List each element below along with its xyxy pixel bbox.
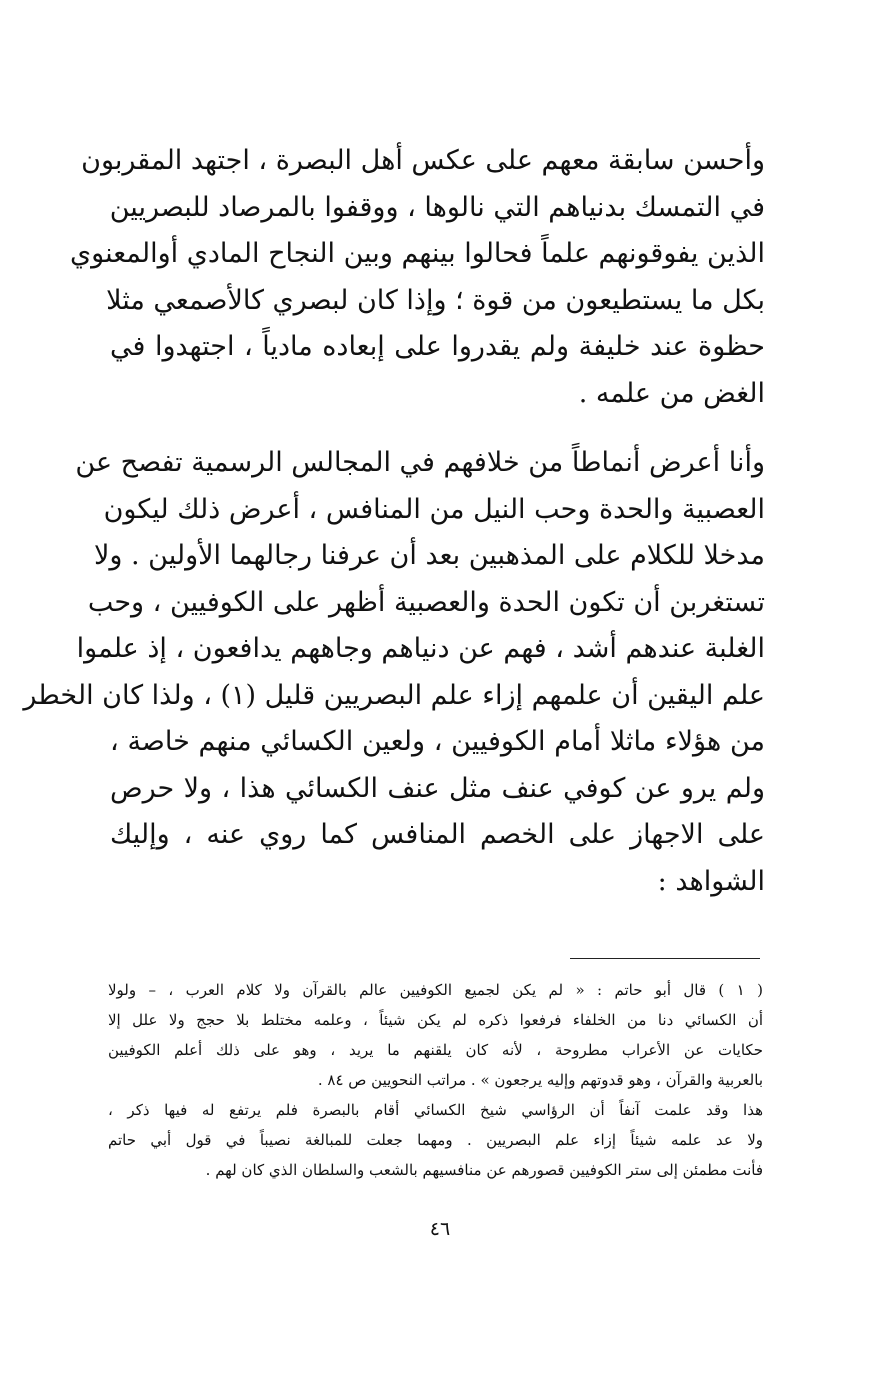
text-line: الشواهد : (657, 865, 765, 897)
paragraph-1 (70, 138, 765, 417)
text-line: وأحسن سابقة معهم على عكس أهل البصرة ، اجتهد المقربون (81, 145, 765, 176)
footnote-line: بالعربية والقرآن ، وهو قدوتهم وإليه يرجعون » . مراتب النحويين ص ٨٤ . (317, 1071, 763, 1089)
text-line: وأنا أعرض أنماطاً من خلافهم في المجالس الرسمية تفصح عن (75, 447, 765, 478)
text-line: بكل ما يستطيعون من قوة ؛ وإذا كان لبصري كالأصمعي مثلا (106, 284, 765, 316)
text-line: تستغربن أن تكون الحدة والعصبية أظهر على الكوفيين ، وحب (87, 586, 765, 618)
footnotes (108, 975, 763, 1185)
text-line: ولم يرو عن كوفي عنف مثل عنف الكسائي هذا ، ولا حرص (110, 772, 765, 804)
text-line: العصبية والحدة وحب النيل من المنافس ، أعرض ذلك ليكون (103, 493, 765, 525)
footnote-line: أن الكسائي دنا من الخلفاء فرفعوا ذكره لم يكن شيئاً ، وعلمه مختلط بلا حجج ولا علل إلا (108, 1011, 763, 1029)
footnote-line: ولا عد علمه شيئاً إزاء علم البصريين . ومهما جعلت للمبالغة نصيباً في قول أبي حاتم (108, 1131, 763, 1149)
text-line: الغلبة عندهم أشد ، فهم عن دنياهم وجاههم يدافعون ، إذ علموا (76, 633, 765, 664)
text-line: الذين يفوقونهم علماً فحالوا بينهم وبين النجاح المادي أوالمعنوي (70, 238, 765, 269)
footnote-line: فأنت مطمئن إلى ستر الكوفيين قصورهم عن منافسيهم بالشعب والسلطان الذي كان لهم . (205, 1161, 763, 1179)
text-line: مدخلا للكلام على المذهبين بعد أن عرفنا رجالهما الأولين . ولا (94, 540, 765, 571)
page-number: ٤٦ (429, 1218, 451, 1240)
footnote-line: هذا وقد علمت آنفاً أن الرؤاسي شيخ الكسائي أقام بالبصرة فلم يرتفع له فيها ذكر ، (108, 1101, 763, 1119)
paragraph-2 (23, 440, 765, 905)
footnote-line: ( ١ ) قال أبو حاتم : « لم يكن لجميع الكوفيين عالم بالقرآن ولا كلام العرب ، – ولولا (108, 981, 763, 999)
footnote-divider (570, 958, 760, 959)
text-line: من هؤلاء ماثلا أمام الكوفيين ، ولعين الكسائي منهم خاصة ، (110, 726, 765, 757)
text-line: على الاجهاز على الخصم المنافس كما روي عنه ، وإليك (110, 819, 765, 850)
text-line: علم اليقين أن علمهم إزاء علم البصريين قليل (١) ، ولذا كان الخطر (23, 679, 765, 711)
text-line: في التمسك بدنياهم التي نالوها ، ووقفوا بالمرصاد للبصريين (109, 191, 765, 223)
footnote-line: حكايات عن الأعراب مطروحة ، لأنه كان يلقنهم ما يريد ، وهو على ذلك أعلم الكوفيين (108, 1041, 763, 1059)
text-line: الغض من علمه . (578, 377, 765, 409)
text-line: حظوة عند خليفة ولم يقدروا على إبعاده مادياً ، اجتهدوا في (110, 331, 765, 362)
